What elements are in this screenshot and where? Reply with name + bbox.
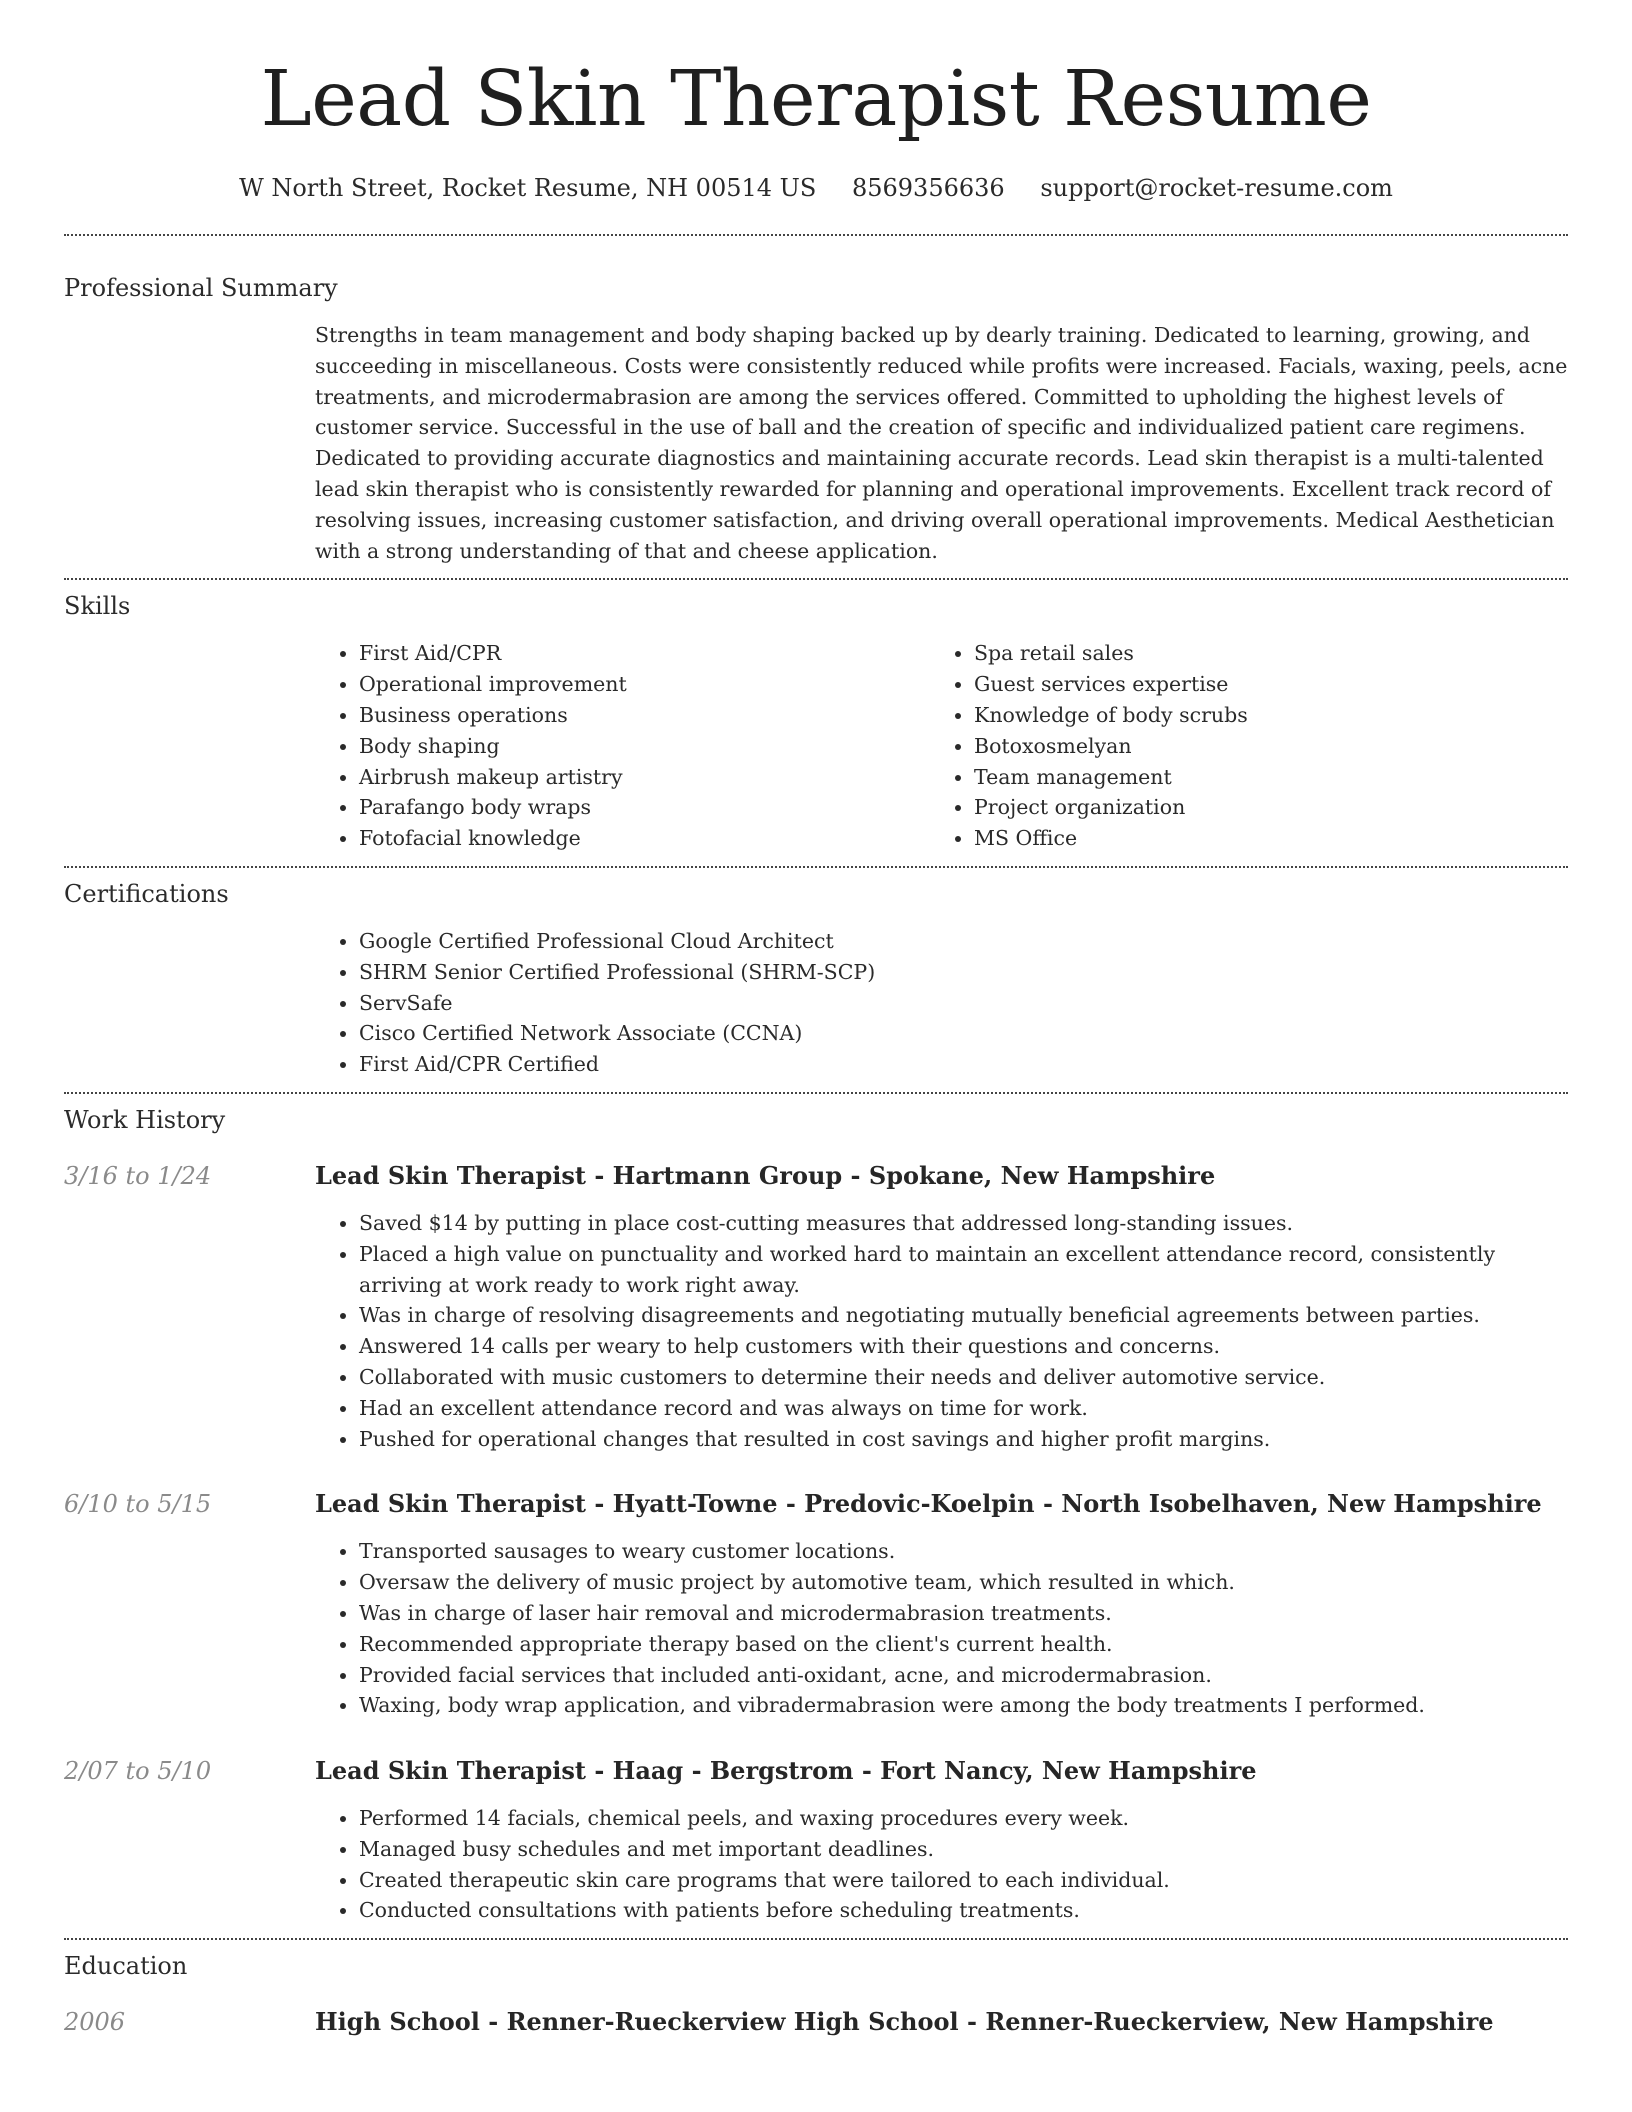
certification-item: • First Aid/CPR Certified bbox=[359, 1049, 1568, 1080]
job-bullet: • Had an excellent attendance record and was always on time for work. bbox=[359, 1393, 1568, 1424]
job-bullet: • Collaborated with music customers to determine their needs and deliver automotive service. bbox=[359, 1362, 1568, 1393]
contact-address: W North Street, Rocket Resume, NH 00514 US bbox=[239, 174, 817, 202]
resume-page bbox=[64, 0, 1568, 2038]
job-entry bbox=[64, 1488, 1568, 1721]
job-title: Lead Skin Therapist - Hartmann Group - Spokane, New Hampshire bbox=[315, 1160, 1216, 1190]
contact-email: support@rocket-resume.com bbox=[1040, 174, 1393, 202]
skill-item: • Knowledge of body scrubs bbox=[974, 700, 1545, 731]
skills-column-right bbox=[930, 638, 1545, 854]
certification-item: • Google Certified Professional Cloud Architect bbox=[359, 926, 1568, 957]
summary-heading: Professional Summary bbox=[64, 274, 338, 302]
job-bullet: • Conducted consultations with patients before scheduling treatments. bbox=[359, 1895, 1568, 1926]
job-bullet: • Was in charge of laser hair removal and microdermabrasion treatments. bbox=[359, 1598, 1568, 1629]
education-heading: Education bbox=[64, 1952, 188, 1981]
certifications-heading: Certifications bbox=[64, 879, 229, 908]
certifications-section bbox=[64, 868, 1568, 1080]
skill-item: • Guest services expertise bbox=[974, 669, 1545, 700]
certification-item: • Cisco Certified Network Associate (CCNA) bbox=[359, 1018, 1568, 1049]
skill-item: • Body shaping bbox=[359, 731, 930, 762]
job-bullet: • Performed 14 facials, chemical peels, and waxing procedures every week. bbox=[359, 1803, 1568, 1834]
job-bullet: • Waxing, body wrap application, and vibradermabrasion were among the body treatments I performed. bbox=[359, 1690, 1568, 1721]
skill-item: • Spa retail sales bbox=[974, 638, 1545, 669]
job-bullet: • Created therapeutic skin care programs that were tailored to each individual. bbox=[359, 1865, 1568, 1896]
work-section bbox=[64, 1094, 1568, 1926]
contact-phone: 8569356636 bbox=[851, 174, 1005, 202]
skills-heading: Skills bbox=[64, 592, 131, 621]
skill-item: • MS Office bbox=[974, 823, 1545, 854]
education-year: 2006 bbox=[64, 2008, 126, 2037]
page-title: Lead Skin Therapist Resume bbox=[260, 55, 1372, 144]
job-bullet: • Saved $14 by putting in place cost-cutting measures that addressed long-standing issues. bbox=[359, 1208, 1568, 1239]
job-dates: 3/16 to 1/24 bbox=[64, 1161, 212, 1190]
skill-item: • Project organization bbox=[974, 792, 1545, 823]
job-title: Lead Skin Therapist - Haag - Bergstrom - Fort Nancy, New Hampshire bbox=[315, 1756, 1257, 1786]
skill-item: • Parafango body wraps bbox=[359, 792, 930, 823]
job-title: Lead Skin Therapist - Hyatt-Towne - Predovic-Koelpin - North Isobelhaven, New Hampshire bbox=[315, 1489, 1542, 1519]
job-bullet: • Managed busy schedules and met important deadlines. bbox=[359, 1834, 1568, 1865]
job-entry bbox=[64, 1160, 1568, 1454]
contact-line bbox=[64, 172, 1568, 204]
skill-item: • Airbrush makeup artistry bbox=[359, 762, 930, 793]
skill-item: • Team management bbox=[974, 762, 1545, 793]
job-bullet: • Pushed for operational changes that resulted in cost savings and higher profit margins. bbox=[359, 1424, 1568, 1455]
skills-column-left bbox=[315, 638, 930, 854]
work-heading: Work History bbox=[64, 1105, 226, 1134]
certification-item: • SHRM Senior Certified Professional (SHRM-SCP) bbox=[359, 957, 1568, 988]
summary-text: Strengths in team management and body shaping backed up by dearly training. Dedicated to learning, growing, and succeeding in miscellaneous. Costs were consistently reduced while profits were increased. Facials, waxing, peels, acne treatments, and microdermabrasion are among the services offered. Committed to upholding the highest levels of customer service. Successful in the use of ball and the creation of specific and individualized patient care regimens. Dedicated to providing accurate diagnostics and maintaining accurate records. Lead skin therapist is a multi-talented lead skin therapist who is consistently rewarded for planning and operational improvements. Excellent track record of resolving issues, increasing customer satisfaction, and driving overall operational improvements. Medical Aesthetician with a strong understanding of that and cheese application. bbox=[315, 323, 1568, 563]
certification-item: • ServSafe bbox=[359, 988, 1568, 1019]
job-bullet: • Oversaw the delivery of music project by automotive team, which resulted in which. bbox=[359, 1567, 1568, 1598]
skill-item: • Botoxosmelyan bbox=[974, 731, 1545, 762]
education-section bbox=[64, 1940, 1568, 2038]
job-bullet: • Provided facial services that included anti-oxidant, acne, and microdermabrasion. bbox=[359, 1660, 1568, 1691]
skill-item: • Business operations bbox=[359, 700, 930, 731]
job-dates: 6/10 to 5/15 bbox=[64, 1490, 212, 1519]
job-bullet: • Answered 14 calls per weary to help customers with their questions and concerns. bbox=[359, 1331, 1568, 1362]
job-entry bbox=[64, 1755, 1568, 1926]
skills-section bbox=[64, 580, 1568, 854]
skill-item: • First Aid/CPR bbox=[359, 638, 930, 669]
education-title: High School - Renner-Rueckerview High School - Renner-Rueckerview, New Hampshire bbox=[315, 2007, 1494, 2037]
job-bullet: • Recommended appropriate therapy based on the client's current health. bbox=[359, 1629, 1568, 1660]
skill-item: • Operational improvement bbox=[359, 669, 930, 700]
job-bullet: • Was in charge of resolving disagreements and negotiating mutually beneficial agreements between parties. bbox=[359, 1300, 1568, 1331]
skill-item: • Fotofacial knowledge bbox=[359, 823, 930, 854]
job-dates: 2/07 to 5/10 bbox=[64, 1757, 212, 1786]
education-entry bbox=[64, 2006, 1568, 2038]
job-bullet: • Placed a high value on punctuality and worked hard to maintain an excellent attendance record, consistently arriving at work ready to work right away. bbox=[359, 1239, 1568, 1301]
summary-section bbox=[64, 236, 1568, 566]
job-bullet: • Transported sausages to weary customer locations. bbox=[359, 1536, 1568, 1567]
